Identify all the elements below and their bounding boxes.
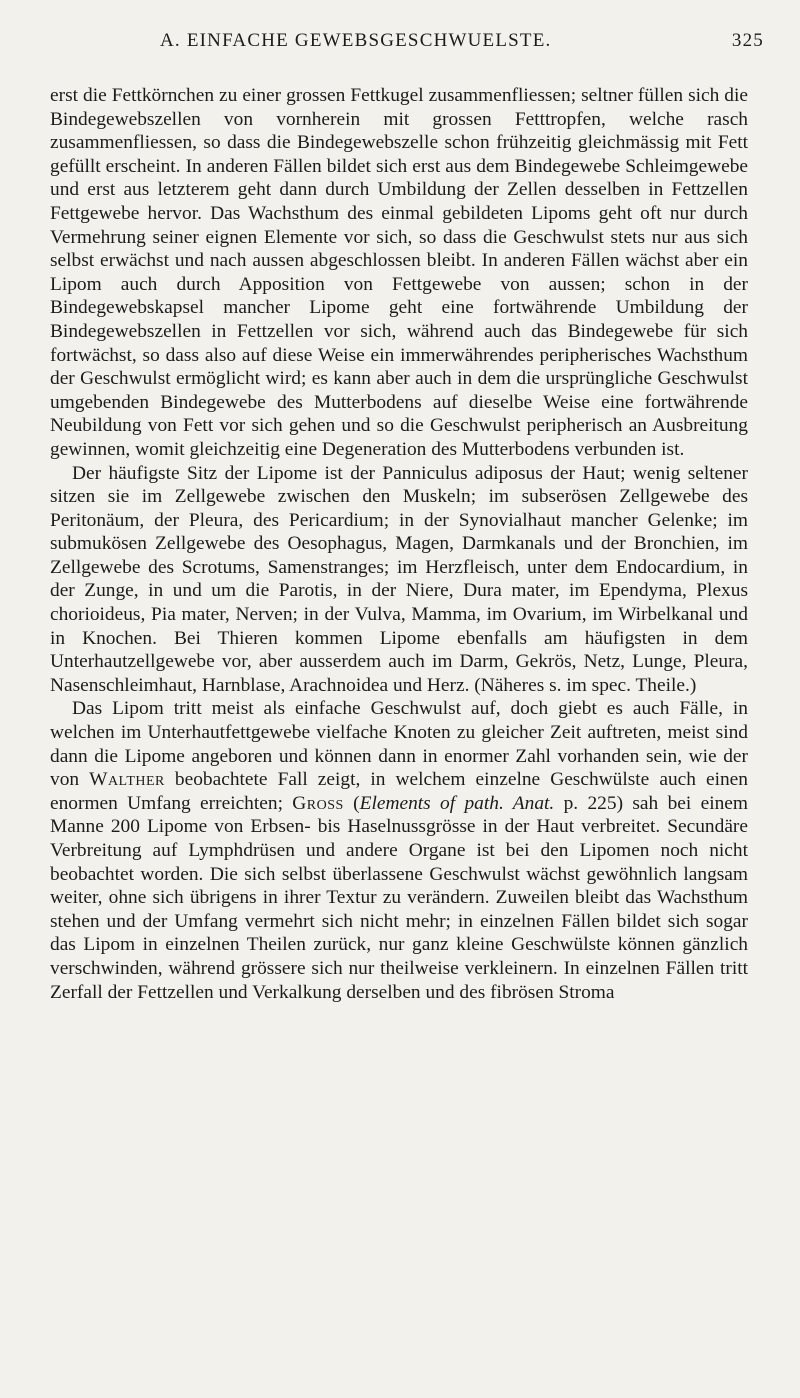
paragraph-text: ( xyxy=(343,792,360,814)
author-name-walther: Walther xyxy=(89,769,165,791)
paragraph-text: beobachtete Fall zeigt, in welchem einzelne Geschwülste auch einen enormen Umfang erreichten; xyxy=(50,769,748,814)
paragraph-sites: Der häufigste Sitz der Lipome ist der Panniculus adiposus der Haut; wenig seltener sitzen sie im Zellgewebe zwischen den Muskeln; im subserösen Zellgewebe des Peritonäum, der Pleura, des Pericardium; in der Synovialhaut mancher Gelenke; im submukösen Zellgewebe des Oesophagus, Magen, Darmkanals und der Bronchien, im Zellgewebe des Scrotums, Samenstranges; im Herzfleisch, unter dem Endocardium, in der Zunge, in und um die Parotis, in der Niere, Dura mater, im Ependyma, Plexus chorioideus, Pia mater, Nerven; in der Vulva, Mamma, im Ovarium, im Wirbelkanal und in Knochen. Bei Thieren kommen Lipome ebenfalls am häufigsten in dem Unterhautzellgewebe vor, aber ausserdem auch im Darm, Gekrös, Netz, Lunge, Pleura, Nasenschleimhaut, Harnblase, Arachnoidea und Herz. (Näheres s. im spec. Theile.) xyxy=(50,462,748,696)
paragraph-multiple-lipomas xyxy=(50,697,748,1004)
paragraph-growth: erst die Fettkörnchen zu einer grossen Fettkugel zusammenfliessen; seltner füllen sich die Bindegewebszellen von vornherein mit grossen Fetttropfen, welche rasch zusammenfliessen, so dass die Bindegewebszelle schon frühzeitig gleichmässig mit Fett gefüllt erscheint. In anderen Fällen bildet sich erst aus dem Bindegewebe Schleimgewebe und erst aus letzterem geht dann durch Umbildung der Zellen desselben in Fettzellen Fettgewebe hervor. Das Wachsthum des einmal gebildeten Lipoms geht oft nur durch Vermehrung seiner eignen Elemente vor sich, so dass die Geschwulst stets nur aus sich selbst erwächst und nach aussen abgeschlossen bleibt. In anderen Fällen wächst aber ein Lipom auch durch Apposition von Fettgewebe von aussen; schon in der Bindegewebskapsel mancher Lipome geht eine fortwährende Umbildung der Bindegewebszellen in Fettzellen vor sich, während auch das Bindegewebe für sich fortwächst, so dass also auf diese Weise ein immerwährendes peripherisches Wachsthum der Geschwulst ermöglicht wird; es kann aber auch in dem die ursprüngliche Geschwulst umgebenden Bindegewebe des Mutterbodens auf dieselbe Weise eine fortwährende Neubildung von Fett vor sich gehen und so die Geschwulst peripherisch an Ausbreitung gewinnen, womit gleichzeitig eine Degeneration des Mutterbodens verbunden ist. xyxy=(50,85,748,460)
body-text xyxy=(50,84,748,1004)
running-head xyxy=(52,30,764,60)
reference-title: Elements of path. Anat. xyxy=(359,792,555,814)
page-number: 325 xyxy=(731,30,764,51)
paragraph-text: p. 225) sah bei einem Manne 200 Lipome von Erbsen- bis Haselnussgrösse in der Haut verbreitet. Secundäre Verbreitung auf Lymphdrüsen und andere Organe ist bei den Lipomen noch nicht beobachtet worden. Die sich selbst überlassene Geschwulst wächst gewöhnlich langsam weiter, ohne sich übrigens in ihrer Textur zu verändern. Zuweilen bleibt das Wachsthum stehen und der Umfang vermehrt sich nicht mehr; in einzelnen Fällen bildet sich sogar das Lipom in einzelnen Theilen zurück, nur ganz kleine Geschwülste können gänzlich verschwinden, während grössere sich nur theilweise verkleinern. In einzelnen Fällen tritt Zerfall der Fettzellen und Verkalkung derselben und des fibrösen Stroma xyxy=(50,792,748,1003)
chapter-title: A. EINFACHE GEWEBSGESCHWUELSTE. xyxy=(160,30,552,51)
paragraph-text: Das Lipom tritt meist als einfache Geschwulst auf, doch giebt es auch Fälle, in welchen im Unterhautfettgewebe vielfache Knoten zu gleicher Zeit auftreten, meist sind dann die Lipome angeboren und können dann in enormer Zahl vorhanden sein, wie der von xyxy=(50,698,748,791)
author-name-gross: Gross xyxy=(292,792,344,814)
